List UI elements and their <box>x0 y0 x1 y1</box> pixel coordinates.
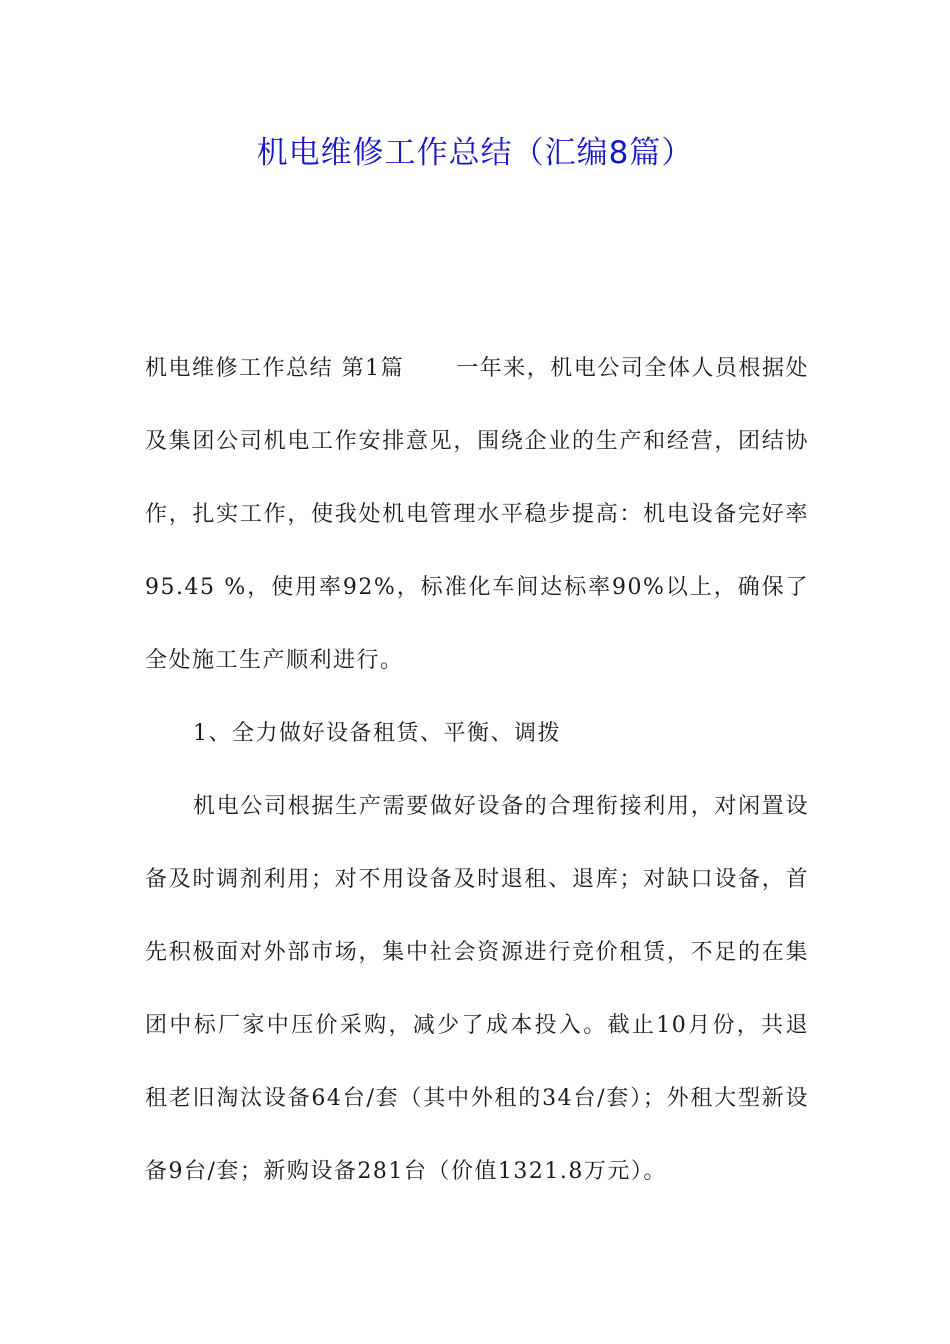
document-title: 机电维修工作总结（汇编8篇） <box>256 135 694 171</box>
intro-paragraph <box>145 332 809 697</box>
section-label: 机电维修工作总结 第1篇 <box>145 356 405 381</box>
intro-text: 一年来，机电公司全体人员根据处及集团公司机电工作安排意见，围绕企业的生产和经营，团结协作，扎实工作，使我处机电管理水平稳步提高：机电设备完好率95.45 %，使用率92%，标准化车间达标率90%以上，确保了全处施工生产顺利进行。 <box>145 356 809 673</box>
section-heading-1: 1、全力做好设备租赁、平衡、调拨 <box>193 721 561 746</box>
body-paragraph-1: 机电公司根据生产需要做好设备的合理衔接利用，对闲置设备及时调剂利用；对不用设备及时退租、退库；对缺口设备，首先积极面对外部市场，集中社会资源进行竞价租赁，不足的在集团中标厂家中压价采购，减少了成本投入。截止10月份，共退租老旧淘汰设备64台/套（其中外租的34台/套）；外租大型新设备9台/套；新购设备281台（价值1321.8万元）。 <box>145 794 809 1184</box>
document-body <box>145 332 809 1208</box>
